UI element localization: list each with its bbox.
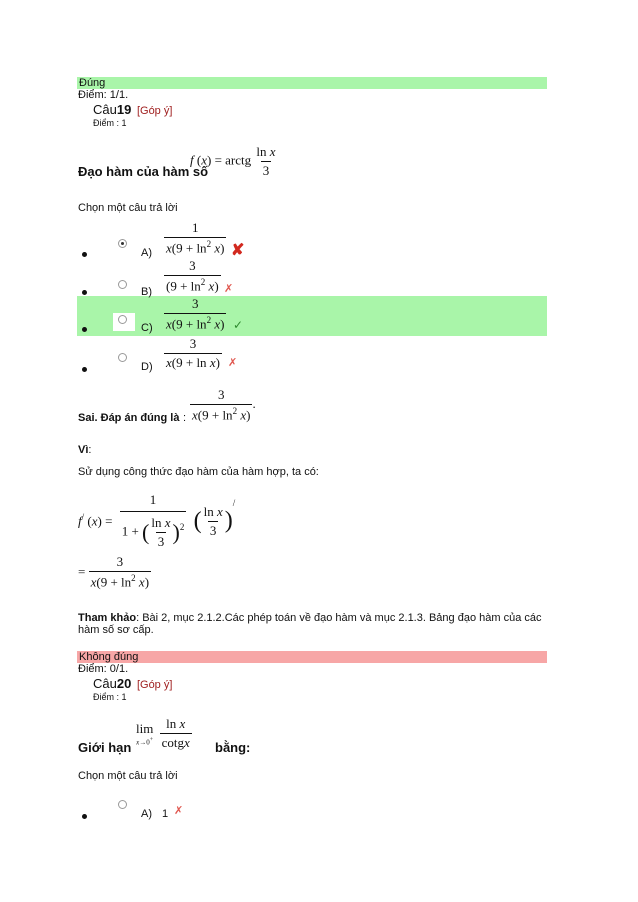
question-number: 19 [116, 102, 132, 117]
question-suffix-text: bằng: [215, 740, 251, 755]
bullet [82, 367, 87, 372]
choose-answer-label: Chọn một câu trả lời [78, 202, 178, 214]
reference-body: : Bài 2, mục 2.1.2.Các phép toán về đạo hàm và mục 2.1.3. Bảng đạo hàm của các hàm số sơ cấp. [78, 612, 542, 636]
choose-answer-label: Chọn một câu trả lời [78, 770, 178, 782]
option-c[interactable] [0, 296, 638, 336]
question-prefix-text: Giới hạn [78, 740, 132, 755]
wrong-mark-icon: ✗ [224, 283, 234, 295]
reason-label [78, 444, 91, 456]
option-a-formula: $\frac{1}{x(9 + \ln^2 x)}$ [166, 220, 225, 256]
radio-a[interactable] [118, 800, 127, 809]
reason-colon: : [88, 444, 92, 456]
question-prefix: Câu [93, 102, 117, 117]
radio-d[interactable] [118, 353, 127, 362]
option-label: B) [141, 286, 152, 298]
wrong-mark-icon: ✗ [174, 805, 184, 817]
score-label: Điểm: 0/1. [78, 663, 129, 675]
bullet [82, 290, 87, 295]
option-label: D) [141, 361, 153, 373]
wrong-mark-icon: ✘ [231, 242, 245, 259]
answer-colon: : [183, 412, 187, 424]
limit-formula: lim x→0+ $\frac{\text{ln x}}{\text{cotgx}}$ [136, 716, 190, 750]
status-bar-correct: Đúng [77, 77, 547, 89]
feedback-link[interactable]: [Góp ý] [136, 679, 173, 691]
reference-text [78, 612, 548, 636]
option-b-formula: $\frac{3}{(9 + \ln^2 x)}$ [166, 258, 219, 294]
option-label: A) [141, 808, 152, 820]
explanation-text: Sử dụng công thức đạo hàm của hàm hợp, ta có: [78, 466, 319, 478]
correct-mark-icon: ✓ [233, 318, 244, 332]
bullet [82, 814, 87, 819]
reference-label: Tham khảo [78, 612, 137, 624]
derivative-formula: f/ (x) = 1 1 + ( $\frac{\text{ln x}}{3}$ )$^2$ ( $\frac{\text{ln x}}{3}$ )/ [78, 492, 236, 549]
radio-a[interactable] [118, 239, 127, 248]
radio-b[interactable] [118, 280, 127, 289]
status-bar-incorrect: Không đúng [77, 651, 547, 663]
bullet [82, 327, 87, 332]
reason-word: Vì [78, 444, 89, 456]
option-value: 1 [162, 808, 169, 820]
question-header [93, 676, 172, 691]
function-formula: f (x) = arctg $\frac{\text{ln x}}{3}$ [190, 144, 276, 178]
answer-formula: $\frac{3}{x(9 + \ln^2 x)}$ . [192, 387, 256, 423]
option-d-formula: $\frac{3}{\text{x(9 + ln x)}}$ [166, 336, 220, 370]
question-points: Điểm : 1 [93, 692, 127, 702]
option-a[interactable] [0, 796, 638, 826]
bullet [82, 252, 87, 257]
derivative-result: = $\frac{3}{x(9 + \ln^2 x)}$ [78, 554, 150, 590]
score-label: Điểm: 1/1. [78, 89, 129, 101]
option-label: C) [141, 322, 153, 334]
question-header [93, 102, 172, 117]
radio-c[interactable] [118, 315, 127, 324]
option-b[interactable] [0, 258, 638, 296]
option-label: A) [141, 247, 152, 259]
question-text: Đạo hàm của hàm số [78, 164, 209, 179]
option-c-formula: $\frac{3}{x(9 + \ln^2 x)}$ [166, 296, 225, 332]
question-prefix: Câu [93, 676, 117, 691]
feedback-link[interactable]: [Góp ý] [136, 105, 173, 117]
question-number: 20 [116, 676, 132, 691]
answer-label: Sai. Đáp án đúng là [78, 412, 180, 424]
option-d[interactable] [0, 336, 638, 376]
wrong-mark-icon: ✗ [228, 357, 238, 369]
option-a[interactable] [0, 220, 638, 260]
question-points: Điểm : 1 [93, 118, 127, 128]
